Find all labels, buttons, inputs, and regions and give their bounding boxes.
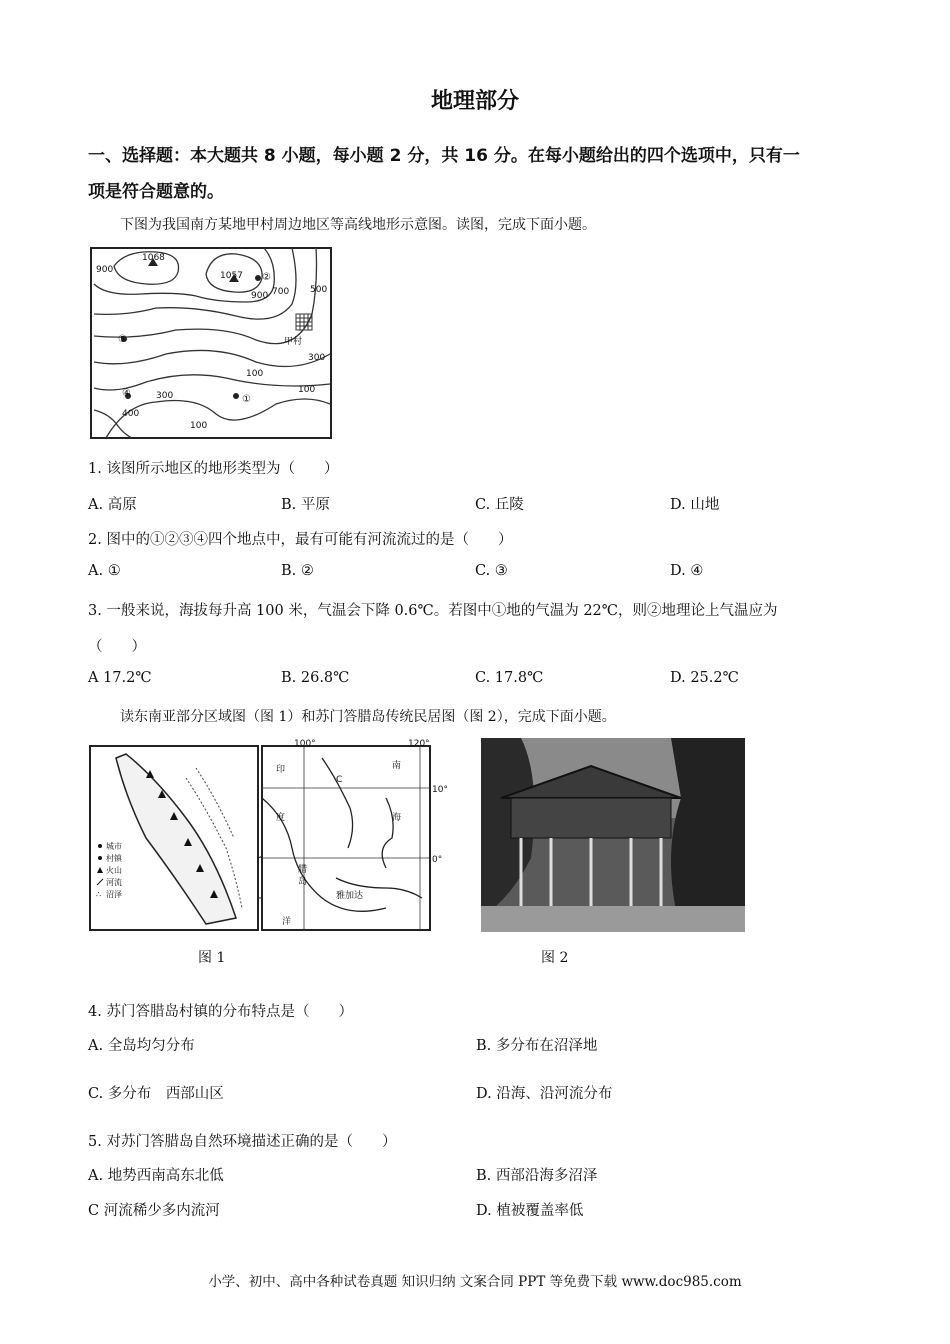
map-label: 南 (392, 761, 402, 771)
map-label: 0° (432, 855, 443, 865)
option-5d: D. 植被覆盖率低 (476, 1203, 584, 1219)
legend-item: 城市 (106, 842, 122, 851)
page-title: 地理部分 (430, 89, 519, 114)
contour-label: 300 (156, 391, 174, 401)
question-1: 1. 该图所示地区的地形类型为（ ） (88, 461, 339, 477)
option-1a: A. 高原 (88, 497, 137, 513)
question-2: 2. 图中的①②③④四个地点中，最有可能有河流流过的是（ ） (88, 532, 513, 548)
option-1b: B. 平原 (281, 497, 330, 513)
map-label: 雅加达 (336, 891, 364, 901)
question-5: 5. 对苏门答腊岛自然环境描述正确的是（ ） (88, 1134, 397, 1150)
point-label: ⑤ (118, 334, 127, 345)
section-heading-line1: 一、选择题：本大题共 8 小题，每小题 2 分，共 16 分。在每小题给出的四个选项中，只有一 (88, 146, 800, 166)
map-label: 10° (432, 785, 448, 795)
option-4d: D. 沿海、沿河流分布 (476, 1086, 613, 1102)
option-4b: B. 多分布在沼泽地 (476, 1038, 598, 1054)
option-5c: C 河流稀少多内流河 (88, 1203, 220, 1219)
map-label: 度 (276, 813, 286, 823)
question-3: 3. 一般来说，海拔每升高 100 米，气温会下降 0.6℃。若图中①地的气温为 22℃，则②地理论上气温应为 (88, 603, 778, 619)
option-3b: B. 26.8℃ (281, 670, 350, 686)
map-label: 腊 (298, 865, 308, 875)
option-5a: A. 地势西南高东北低 (88, 1168, 224, 1184)
peak-label: 1068 (142, 253, 165, 263)
option-3c: C. 17.8℃ (475, 670, 544, 686)
intro-text-1: 下图为我国南方某地甲村周边地区等高线地形示意图。读图，完成下面小题。 (120, 217, 596, 233)
legend-item: 村镇 (106, 854, 122, 863)
contour-label: 100 (246, 369, 264, 379)
figure-2-caption: 图 2 (541, 950, 569, 966)
intro-text-2: 读东南亚部分区域图（图 1）和苏门答腊岛传统民居图（图 2），完成下面小题。 (120, 709, 616, 725)
footer-text: 小学、初中、高中各种试卷真题 知识归纳 文案合同 PPT 等免费下载 www.doc985.com (208, 1274, 742, 1290)
option-5b: B. 西部沿海多沼泽 (476, 1168, 598, 1184)
option-2b: B. ② (281, 563, 314, 579)
option-3a: A 17.2℃ (88, 670, 152, 686)
option-3d: D. 25.2℃ (670, 670, 739, 686)
village-label: 甲村 (284, 337, 303, 347)
svg-text:∴: ∴ (96, 890, 102, 899)
option-2d: D. ④ (670, 563, 704, 579)
contour-label: 900 (96, 265, 114, 275)
map-label: C (336, 775, 343, 785)
option-1c: C. 丘陵 (475, 497, 524, 513)
option-4a: A. 全岛均匀分布 (88, 1038, 195, 1054)
contour-label: 100 (190, 421, 208, 431)
section-heading (88, 138, 868, 210)
peak-label: 1057 (220, 271, 243, 281)
figure-2-photo (481, 738, 745, 932)
legend-item: 沼泽 (106, 890, 122, 899)
contour-label: 700 (272, 287, 290, 297)
map-label: 海 (392, 813, 402, 823)
section-heading-line2: 项是符合题意的。 (88, 182, 224, 202)
legend-item: 河流 (106, 878, 122, 887)
contour-label: 300 (308, 353, 326, 363)
contour-label: 400 (122, 409, 140, 419)
question-3-paren: （ ） (88, 639, 146, 655)
contour-label: 500 (310, 285, 328, 295)
option-2c: C. ③ (475, 563, 508, 579)
map-label: 印 (276, 765, 286, 775)
point-label: ① (242, 394, 251, 405)
contour-label: 100 (298, 385, 316, 395)
map-label: 洋 (282, 917, 292, 927)
legend-item: 火山 (106, 866, 122, 875)
point-label: ② (262, 272, 271, 283)
option-4c: C. 多分布 西部山区 (88, 1086, 224, 1102)
contour-label: 900 (251, 291, 269, 301)
map-label: 100° (294, 739, 316, 749)
option-1d: D. 山地 (670, 497, 720, 513)
point-label: ④ (122, 388, 131, 399)
map-label: 120° (408, 739, 430, 749)
option-2a: A. ① (88, 563, 121, 579)
map-label: 岛 (298, 877, 308, 887)
figure-1-caption: 图 1 (198, 950, 226, 966)
question-4: 4. 苏门答腊岛村镇的分布特点是（ ） (88, 1004, 353, 1020)
figure-1-map (86, 738, 462, 934)
contour-map (86, 244, 336, 442)
